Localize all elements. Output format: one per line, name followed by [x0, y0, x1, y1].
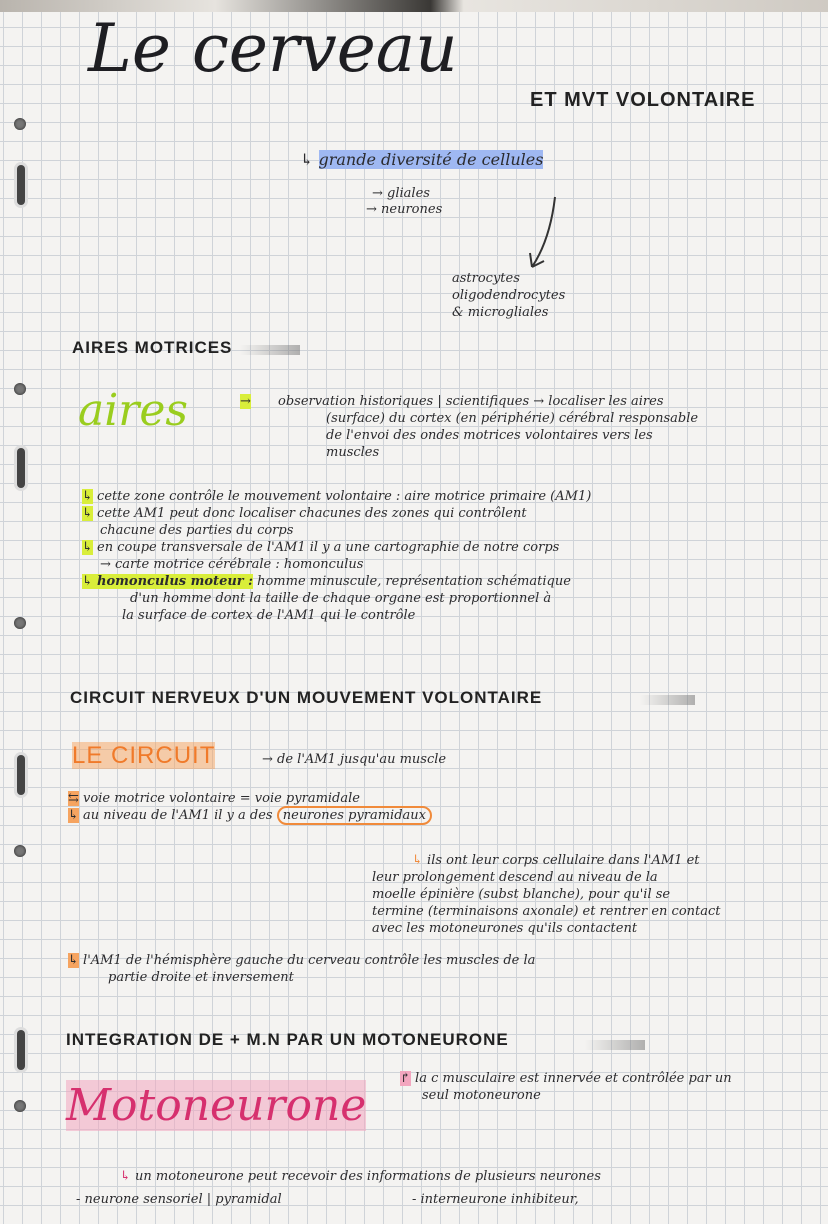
section-bullets: ↳ cette zone contrôle le mouvement volontaire : aire motrice primaire (AM1) ↳ cette AM1 peut donc localiser chacunes des zones qui contrôlent chacune des parties du corps ↳ en coupe transversale de l'AM1 il y a une cartographie de notre corps → carte motrice cérébrale : homonculus ↳ homonculus moteur : homme minuscule, représentation schématique d'un homme dont la taille de chaque organe est proportionnel à la surface de cortex de l'AM1 qui le contrôle: [82, 489, 592, 623]
binder-hole: [14, 383, 26, 395]
section-keyword: LE CIRCUIT: [72, 742, 216, 769]
glial-item: astrocytes: [452, 271, 520, 286]
section-note: observation historiques | scientifiques → localiser les aires (surface) du cortex (en périphérie) cérébral responsable de l'envoi des ondes motrices volontaires vers les muscles: [278, 394, 699, 460]
binder-hole: [14, 1100, 26, 1112]
glial-list: [452, 270, 565, 321]
heading-shade: [240, 345, 300, 355]
section-keyword: aires: [78, 385, 188, 436]
section-heading: CIRCUIT NERVEUX D'UN MOUVEMENT VOLONTAIRE: [70, 688, 543, 707]
section-detail: ↳ ils ont leur corps cellulaire dans l'AM1 et leur prolongement descend au niveau de la moelle épinière (subst blanche), pour qu'il se termine (terminaisons axonale) et rentrer en contact avec les motoneurones qu'ils contactent: [372, 853, 721, 936]
section-heading: INTEGRATION DE + M.N PAR UN MOTONEURONE: [66, 1030, 509, 1049]
binder-slot: [17, 755, 25, 795]
keyword-note: → de l'AM1 jusqu'au muscle: [262, 752, 447, 767]
page-subtitle: ET MVT VOLONTAIRE: [530, 89, 756, 111]
heading-shade: [640, 695, 695, 705]
section-last: ↳ l'AM1 de l'hémisphère gauche du cerveau contrôle les muscles de la partie droite et inversement: [68, 953, 536, 985]
binder-hole: [14, 118, 26, 130]
glial-item: oligodendrocytes: [452, 288, 566, 303]
page-title: Le cerveau: [88, 10, 458, 87]
circled-term: neurones pyramidaux: [277, 806, 432, 825]
binder-slot: [17, 165, 25, 205]
intro-line: grande diversité de cellules: [318, 150, 544, 169]
sub-item: - neurone sensoriel | pyramidal: [76, 1192, 282, 1207]
section-bullet: ↳ un motoneurone peut recevoir des informations de plusieurs neurones: [120, 1169, 601, 1184]
heading-shade: [585, 1040, 645, 1050]
intro-item: → neurones: [366, 202, 443, 217]
intro-row: ↳ grande diversité de cellules: [300, 150, 544, 169]
arrow-icon: →: [240, 394, 251, 409]
section-note: ↱ la c musculaire est innervée et contrôlée par un seul motoneurone: [400, 1071, 732, 1103]
section-keyword: Motoneurone: [66, 1080, 367, 1131]
section-bullets: ⇆ voie motrice volontaire = voie pyramidale ↳ au niveau de l'AM1 il y a des neurones pyramidaux: [68, 790, 432, 824]
arrow-icon: [520, 195, 560, 275]
glial-item: & microgliales: [452, 305, 549, 320]
section-heading: AIRES MOTRICES: [72, 338, 233, 357]
binder-slot: [17, 448, 25, 488]
intro-item: → gliales: [372, 186, 430, 201]
binder-slot: [17, 1030, 25, 1070]
binder-hole: [14, 845, 26, 857]
binder-hole: [14, 617, 26, 629]
sub-item: - interneurone inhibiteur,: [412, 1192, 579, 1207]
